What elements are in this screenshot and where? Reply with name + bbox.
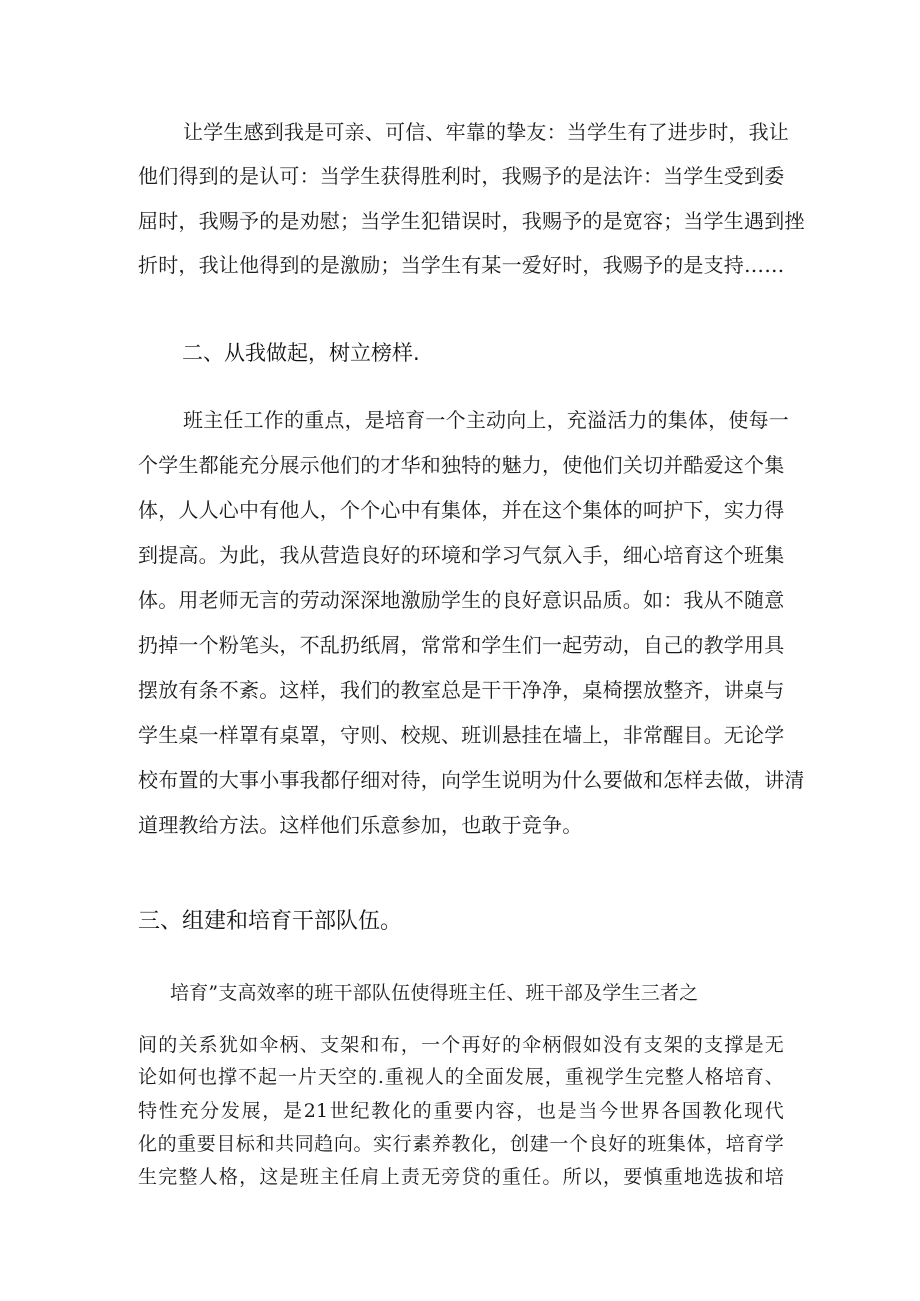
paragraph-line: 体，人人心中有他人，个个心中有集体，并在这个集体的呵护下，实力得: [138, 498, 785, 522]
paragraph-line: 到提高。为此，我从营造良好的环境和学习气氛入手，细心培育这个班集: [138, 543, 785, 567]
paragraph-line: 培育”支高效率的班干部队伍使得班主任、班干部及学生三者之: [170, 982, 699, 1004]
paragraph-line: 扔掉一个粉笔头，不乱扔纸屑，常常和学生们一起劳动，自己的教学用具: [138, 633, 785, 657]
paragraph-line: 折时，我让他得到的是激励；当学生有某一爱好时，我赐予的是支持……: [138, 253, 785, 277]
section-heading-2: 二、从我做起，树立榜样.: [182, 341, 420, 365]
section-heading-3: 三、组建和培育干部队伍。: [138, 909, 403, 934]
paragraph-line: 论如何也撑不起一片天空的.重视人的全面发展，重视学生完整人格培育、: [138, 1066, 784, 1088]
paragraph-line: 个学生都能充分展示他们的才华和独特的魅力，使他们关切并酷爱这个集: [138, 453, 785, 477]
paragraph-line: 道理教给方法。这样他们乐意参加，也敢于竞争。: [138, 813, 583, 837]
paragraph-line: 体。用老师无言的劳动深深地激励学生的良好意识品质。如：我从不随意: [138, 588, 785, 612]
paragraph-line: 摆放有条不紊。这样，我们的教室总是干干净净，桌椅摆放整齐，讲桌与: [138, 678, 785, 702]
paragraph-line: 学生桌一样罩有桌罩，守则、校规、班训悬挂在墙上，非常醒目。无论学: [138, 723, 785, 747]
paragraph-line: 特性充分发展，是21世纪教化的重要内容，也是当今世界各国教化现代: [138, 1100, 784, 1122]
paragraph-line: 他们得到的是认可：当学生获得胜利时，我赐予的是法许：当学生受到委: [138, 164, 785, 188]
paragraph-line: 屈时，我赐予的是劝慰；当学生犯错误时，我赐予的是宽容；当学生遇到挫: [138, 209, 805, 233]
paragraph-line: 间的关系犹如伞柄、支架和布，一个再好的伞柄假如没有支架的支撑是无: [138, 1034, 784, 1056]
paragraph-line: 校布置的大事小事我都仔细对待，向学生说明为什么要做和怎样去做，讲清: [138, 768, 805, 792]
paragraph-line: 化的重要目标和共同趋向。实行素养教化，创建一个良好的班集体，培育学: [138, 1133, 784, 1155]
paragraph-line: 班主任工作的重点，是培育一个主动向上，充溢活力的集体，使每一: [183, 408, 789, 432]
paragraph-line: 让学生感到我是可亲、可信、牢靠的挚友：当学生有了进步时，我让: [183, 120, 789, 144]
paragraph-line: 生完整人格，这是班主任肩上责无旁贷的重任。所以，要慎重地选拔和培: [138, 1166, 784, 1188]
